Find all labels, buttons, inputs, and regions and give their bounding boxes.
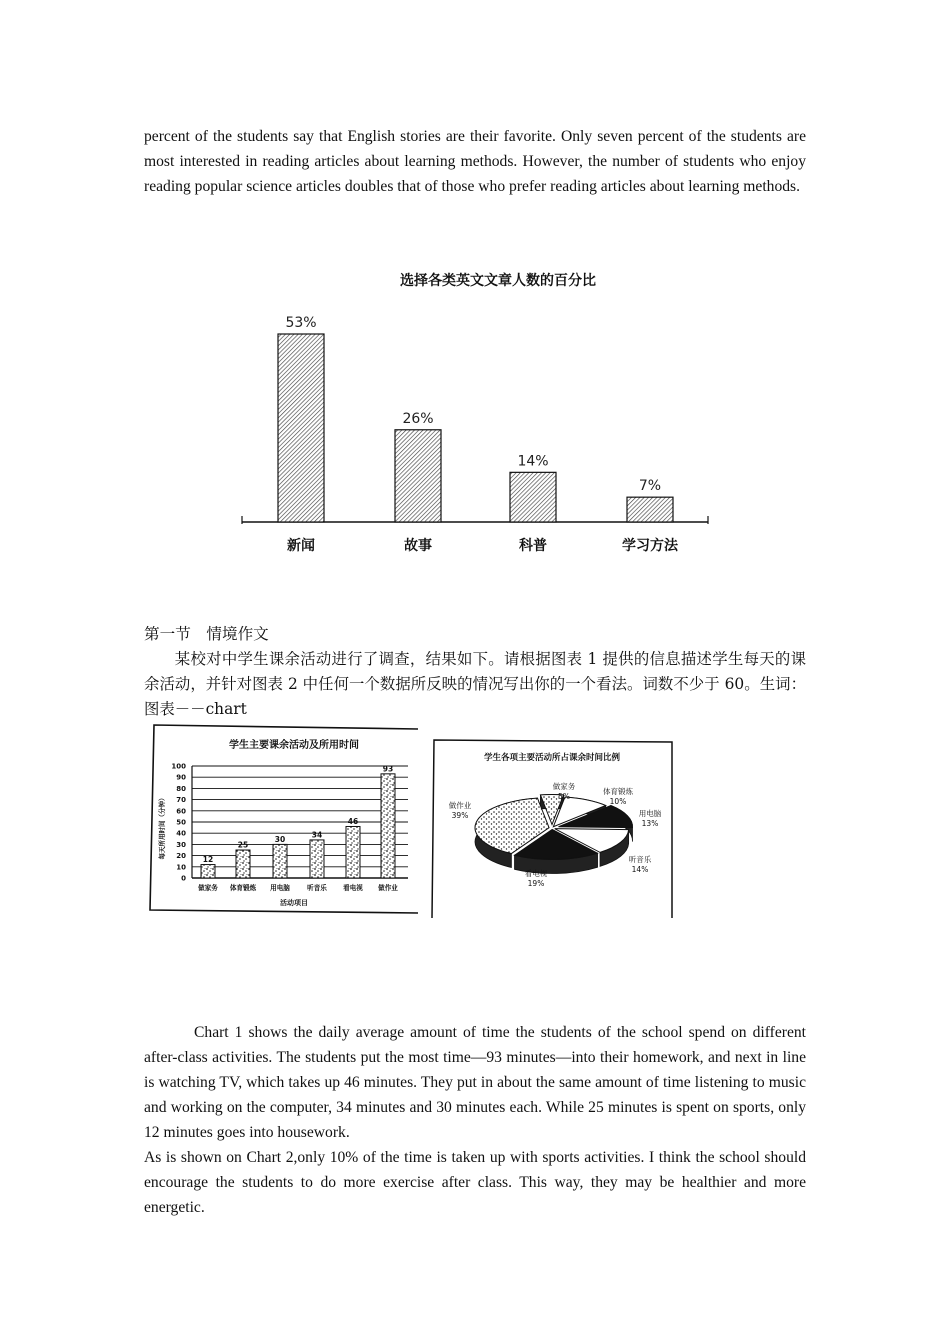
pie-category-label: 用电脑 (638, 809, 662, 818)
chart-title: 学生各项主要活动所占课余时间比例 (483, 753, 621, 763)
task-instructions: 某校对中学生课余活动进行了调查，结果如下。请根据图表 1 提供的信息描述学生每天的课余活动，并针对图表 2 中任何一个数据所反映的情况写出你的一个看法。词数不少于 60。生词：图表－－chart (144, 650, 806, 718)
pie-category-label: 做作业 (448, 801, 472, 810)
pie-value-label: 5% (558, 792, 570, 801)
activity-bar-4 (310, 840, 324, 878)
y-tick-label: 80 (176, 784, 186, 793)
bar-value-label: 25 (237, 840, 249, 850)
y-tick-label: 30 (176, 840, 186, 849)
bar-2 (395, 430, 441, 522)
bar-value-label: 93 (382, 764, 394, 774)
bar-value-label: 12 (202, 855, 214, 865)
bar-value-label: 34 (311, 830, 323, 840)
y-tick-label: 100 (171, 762, 186, 771)
y-tick-label: 70 (176, 796, 186, 805)
y-tick-label: 40 (176, 829, 186, 838)
category-label: 新闻 (287, 538, 315, 554)
pie-category-label: 听音乐 (628, 855, 652, 864)
bar-value-label: 30 (274, 834, 286, 844)
activity-time-bar-chart (146, 724, 420, 916)
intro-paragraph: percent of the students say that English stories are their favorite. Only seven percent of the students are most interested in reading articles about learning methods. However, the number of students who enjoy reading popular science articles doubles that of those who prefer reading articles about learning methods. (144, 128, 806, 195)
category-label: 做作业 (378, 884, 398, 892)
activity-bar-5 (346, 826, 360, 878)
bar-value-label: 53% (285, 315, 317, 331)
y-tick-label: 50 (176, 818, 186, 827)
category-label: 科普 (519, 538, 547, 554)
activity-bar-1 (201, 865, 215, 878)
category-label: 看电视 (343, 884, 363, 892)
essay-paragraph-2: As is shown on Chart 2,only 10% of the time is taken up with sports activities. I think the school should encourage the students to do more exercise after class. This way, they may be healthier and more energetic. (144, 1149, 806, 1216)
y-tick-label: 20 (176, 852, 186, 861)
bar-value-label: 7% (638, 478, 662, 495)
pie-value-label: 13% (641, 819, 659, 828)
pie-category-label: 做家务 (552, 782, 576, 791)
y-axis-label: 每天所用时间（分钟） (158, 794, 166, 860)
activity-bar-3 (273, 844, 287, 878)
category-label: 学习方法 (622, 538, 678, 554)
bar-1 (278, 334, 324, 522)
activity-bar-6 (381, 774, 395, 878)
pie-value-label: 19% (527, 879, 545, 888)
x-axis-label: 活动项目 (280, 899, 308, 907)
chart-title: 选择各类英文文章人数的百分比 (400, 273, 596, 289)
pie-category-label: 看电视 (524, 869, 548, 878)
y-tick-label: 10 (176, 863, 186, 872)
chart-frame (432, 740, 672, 918)
category-label: 故事 (404, 538, 432, 554)
category-label: 做家务 (198, 884, 218, 892)
bar-3 (510, 472, 556, 522)
y-tick-label: 60 (176, 807, 186, 816)
bar-value-label: 46 (347, 816, 359, 826)
pie-category-label: 体育锻炼 (603, 787, 633, 796)
chart-title: 学生主要课余活动及所用时间 (229, 740, 359, 751)
category-label: 体育锻炼 (229, 884, 257, 892)
pie-value-label: 39% (451, 811, 469, 820)
activity-bar-2 (236, 850, 250, 878)
bar-value-label: 26% (402, 410, 434, 427)
pie-value-label: 14% (631, 865, 649, 874)
activity-share-pie-chart (428, 736, 676, 920)
category-label: 听音乐 (307, 884, 327, 892)
y-tick-label: 0 (181, 874, 186, 883)
essay-paragraph-1: Chart 1 shows the daily average amount of time the students of the school spend on different after-class activities. The students put the most time—93 minutes—into their homework, and next in line is watching TV, which takes up 46 minutes. They put in about the same amount of time listening to music and working on the computer, 34 minutes and 30 minutes each. While 25 minutes is spent on sports, only 12 minutes goes into housework. (144, 1024, 806, 1141)
section-heading: 第一节 情境作文 (144, 625, 269, 643)
bar-value-label: 14% (517, 453, 549, 470)
category-label: 用电脑 (270, 884, 290, 892)
article-preference-bar-chart (230, 262, 720, 562)
bar-4 (627, 497, 673, 522)
pie-value-label: 10% (609, 797, 627, 806)
y-tick-label: 90 (176, 773, 186, 782)
